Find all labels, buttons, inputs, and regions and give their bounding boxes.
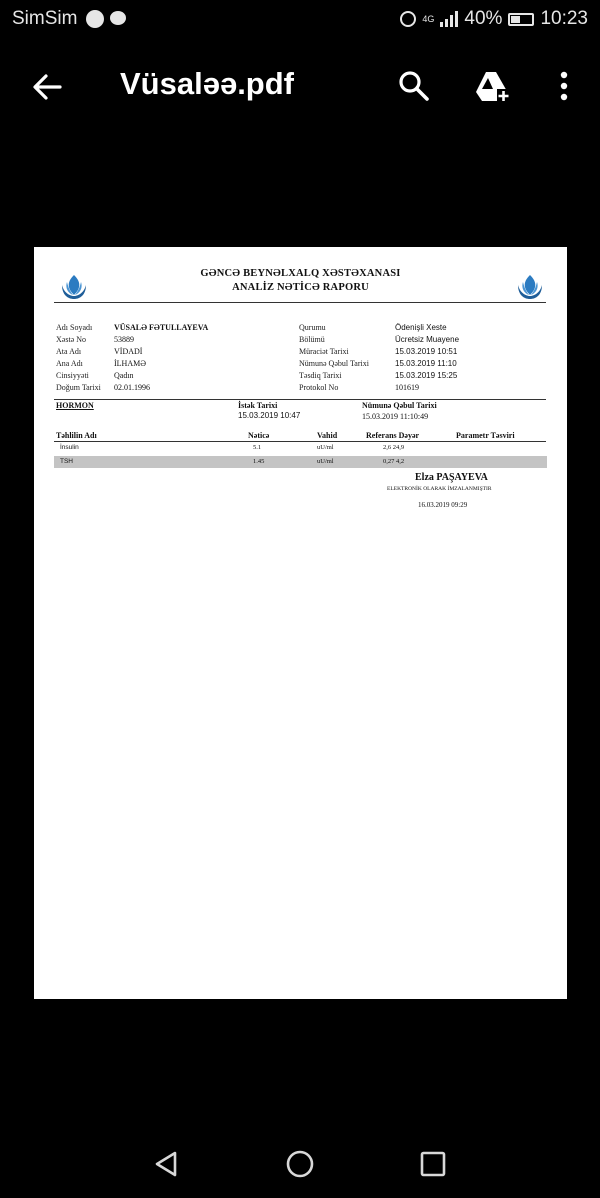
table-header: Referans Dəyər	[366, 431, 420, 440]
visit-value: Ücretsiz Muayene	[395, 335, 460, 344]
status-bar	[0, 0, 600, 38]
table-header: Nəticə	[248, 431, 270, 440]
table-cell: uU/ml	[317, 444, 334, 451]
pdf-page[interactable]	[34, 247, 567, 999]
network-type: 4G	[422, 13, 435, 24]
table-cell: 0,27 4,2	[383, 458, 405, 465]
table-header: Vahid	[317, 431, 338, 440]
table-row-highlight	[54, 456, 547, 468]
visit-value: Ödenişli Xeste	[395, 323, 447, 332]
navigation-bar	[0, 1130, 600, 1198]
patient-label: Doğum Tarixi	[56, 383, 101, 392]
battery-icon	[508, 13, 534, 26]
patient-value: 02.01.1996	[114, 383, 150, 392]
table-cell: 2,6 24,9	[383, 444, 405, 451]
visit-label: Bölümü	[299, 335, 325, 344]
visit-value: 15.03.2019 11:10	[395, 359, 457, 368]
section-name: HORMON	[56, 401, 94, 410]
back-arrow-icon[interactable]	[30, 70, 64, 104]
patient-label: Ana Adı	[56, 359, 83, 368]
table-cell: TSH	[60, 458, 73, 465]
patient-value: Qadın	[114, 371, 134, 380]
visit-value: 15.03.2019 10:51	[395, 347, 458, 356]
recents-square-icon[interactable]	[417, 1148, 449, 1180]
home-circle-icon[interactable]	[284, 1148, 316, 1180]
table-cell: 5.1	[253, 444, 262, 451]
sample-date-label: Nümunə Qəbul Tarixi	[362, 401, 437, 410]
app-bar	[0, 48, 600, 124]
more-vert-icon[interactable]	[546, 68, 582, 104]
carrier-name: SimSim	[12, 8, 78, 29]
messenger-icon	[86, 10, 104, 28]
hospital-title: GƏNCƏ BEYNƏLXALQ XƏSTƏXANASI	[200, 268, 401, 279]
table-header-divider	[54, 441, 546, 442]
sample-date-value: 15.03.2019 11:10:49	[362, 412, 429, 421]
signal-icon	[440, 11, 458, 27]
patient-label: Cinsiyyəti	[56, 371, 89, 380]
chat-icon	[110, 11, 126, 25]
search-icon[interactable]	[396, 68, 432, 104]
alarm-icon	[400, 11, 416, 27]
signer-name: Elza PAŞAYEVA	[415, 472, 488, 483]
visit-label: Protokol No	[299, 383, 339, 392]
visit-value: 15.03.2019 15:25	[395, 371, 458, 380]
signature-note: ELEKTRONİK OLARAK İMZALANMIŞTIR	[387, 486, 492, 492]
request-date-label: İstək Tarixi	[238, 401, 278, 410]
visit-label: Nümunə Qəbul Tarixi	[299, 359, 369, 368]
document-title: Vüsaləə.pdf	[120, 66, 294, 101]
patient-value: 53889	[114, 335, 134, 344]
patient-label: Xəstə No	[56, 335, 86, 344]
patient-value: İLHAMƏ	[114, 359, 146, 368]
request-date-value: 15.03.2019 10:47	[238, 411, 301, 420]
patient-label: Ata Adı	[56, 347, 82, 356]
visit-label: Müraciət Tarixi	[299, 347, 349, 356]
report-title: ANALİZ NƏTİCƏ RAPORU	[232, 282, 369, 293]
clock: 10:23	[540, 8, 588, 29]
back-triangle-icon[interactable]	[151, 1148, 183, 1180]
drive-add-icon[interactable]	[474, 68, 510, 104]
table-cell: 1.45	[253, 458, 265, 465]
signature-date: 16.03.2019 09:29	[418, 501, 468, 509]
header-divider	[54, 302, 546, 303]
table-header: Parametr Təsviri	[456, 431, 515, 440]
table-cell: İnsulin	[60, 444, 79, 451]
patient-label: Adı Soyadı	[56, 323, 93, 332]
patient-value: VÜSALƏ FƏTULLAYEVA	[114, 323, 209, 332]
section-divider	[54, 399, 546, 400]
table-header: Təhlilin Adı	[56, 431, 97, 440]
visit-label: Qurumu	[299, 323, 326, 332]
patient-value: VİDADİ	[114, 347, 143, 356]
visit-label: Təsdiq Tarixi	[299, 371, 342, 380]
battery-percent: 40%	[464, 8, 503, 29]
table-cell: uU/ml	[317, 458, 334, 465]
visit-value: 101619	[395, 383, 419, 392]
